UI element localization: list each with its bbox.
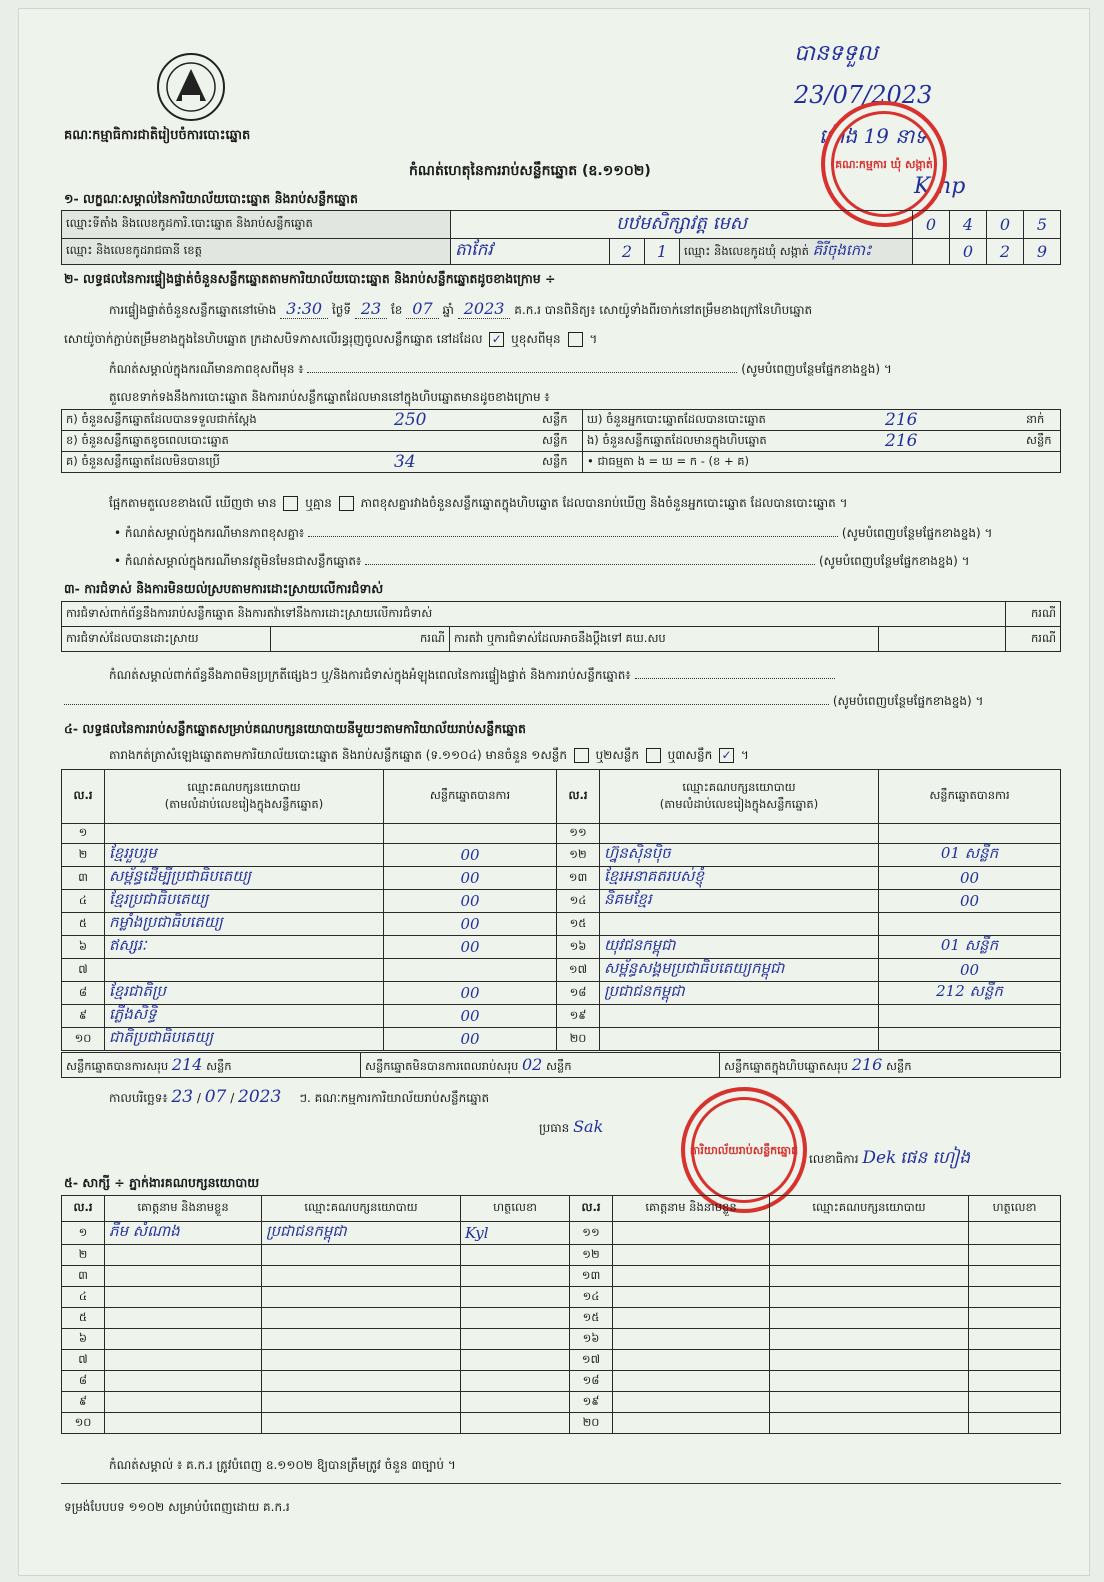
table-row xyxy=(62,959,1061,982)
received-label: បានទទួល xyxy=(794,41,878,66)
received-ballots-value: 250 xyxy=(390,410,538,431)
tally-sheet-line: តារាងកត់ត្រាសំឡេងឆ្នោតតាមការិយាល័យបោះឆ្នោត និងរាប់សន្លឹកឆ្នោត (ទ.១១០៤) មានចំនួន ១សន្លឹក ឬ២សន្លឹក ឬ៣សន្លឹក ✓ ។ xyxy=(109,748,749,762)
witness-party xyxy=(262,1350,461,1371)
witness-signature xyxy=(461,1350,570,1371)
witness-signature xyxy=(969,1392,1061,1413)
table-row xyxy=(62,1392,1061,1413)
table-row xyxy=(62,1222,1061,1245)
changed-checkbox[interactable] xyxy=(568,332,583,347)
party-number: ១៦ xyxy=(557,936,600,959)
witness-number: ៩ xyxy=(62,1392,105,1413)
org-name: គណៈកម្មាធិការជាតិរៀបចំការបោះឆ្នោត xyxy=(64,128,251,143)
unchanged-checkbox[interactable]: ✓ xyxy=(489,332,504,347)
footer-divider xyxy=(61,1483,1061,1484)
party-votes: 00 xyxy=(879,959,1061,982)
party-number: ៦ xyxy=(62,936,105,959)
witness-signature xyxy=(969,1308,1061,1329)
province-label: ឈ្មោះ និងលេខកូដរាជធានី ខេត្ត xyxy=(62,239,451,265)
witness-party xyxy=(770,1329,969,1350)
witness-name xyxy=(105,1329,262,1350)
table-row xyxy=(62,982,1061,1005)
table-row xyxy=(62,1329,1061,1350)
party-number: ៧ xyxy=(62,959,105,982)
witness-number: ៥ xyxy=(62,1308,105,1329)
witness-signature xyxy=(461,1371,570,1392)
party-name: ខ្មែរអនាគតរបស់ខ្ញុំ xyxy=(600,867,879,890)
party-number: ៣ xyxy=(62,867,105,890)
witness-number: ១៦ xyxy=(570,1329,613,1350)
commune-value: គិរីចុងកោះ xyxy=(812,240,872,259)
witness-signature xyxy=(969,1371,1061,1392)
party-votes xyxy=(879,913,1061,936)
party-votes xyxy=(879,1028,1061,1051)
verify-year: 2023 xyxy=(458,299,511,319)
objection-note: កំណត់សម្គាល់ពាក់ព័ន្ធនឹងភាពមិនប្រក្រតីផ្សេងៗ ឬ/និងការជំទាស់ក្នុងអំឡុងពេលនៃការផ្ទៀងផ្ទាត់ និងការរាប់សន្លឹកឆ្នោត៖ xyxy=(109,667,1059,685)
party-name: និគមខ្មែរ xyxy=(600,890,879,913)
party-number: ៩ xyxy=(62,1005,105,1028)
stamp-top-text: គណៈកម្មការ ឃុំ សង្កាត់ xyxy=(835,157,933,171)
witness-name xyxy=(105,1413,262,1434)
formula: • ជាធម្មតា ង = ឃ = ក - (ខ + គ) xyxy=(583,452,1061,473)
three-sheets-checkbox[interactable]: ✓ xyxy=(719,748,734,763)
nec-emblem-icon xyxy=(154,51,228,123)
witness-signature xyxy=(461,1287,570,1308)
witness-party: ប្រជាជនកម្ពុជា xyxy=(262,1222,461,1245)
table-row xyxy=(62,1005,1061,1028)
party-number: ៨ xyxy=(62,982,105,1005)
commune-code-1: 0 xyxy=(950,239,987,265)
table-row xyxy=(62,890,1061,913)
received-signature: Kmp xyxy=(914,174,966,199)
witness-number: ១ xyxy=(62,1222,105,1245)
voters-value: 216 xyxy=(881,410,1022,431)
footnote: កំណត់សម្គាល់ ៖ គ.ក.រ ត្រូវបំពេញ ឧ.១១០២ ឱ្យបានត្រឹមត្រូវ ចំនួន ៣ច្បាប់ ។ xyxy=(109,1458,456,1472)
station-code-3: 0 xyxy=(987,211,1024,239)
table-row xyxy=(62,1287,1061,1308)
witness-number: ១៤ xyxy=(570,1287,613,1308)
province-code-1: 2 xyxy=(610,239,645,265)
party-votes: 00 xyxy=(384,1028,557,1051)
witness-party xyxy=(770,1266,969,1287)
witness-party xyxy=(262,1308,461,1329)
table-row xyxy=(62,1245,1061,1266)
summary-table xyxy=(61,409,1061,473)
party-name xyxy=(600,824,879,844)
witness-number: ៤ xyxy=(62,1287,105,1308)
table-row xyxy=(62,1028,1061,1051)
form-footer: ទម្រង់បែបបទ ១១០២ សម្រាប់បំពេញដោយ គ.ក.រ xyxy=(64,1500,290,1514)
party-name: ជាតិប្រជាធិបតេយ្យ xyxy=(105,1028,384,1051)
party-number: ១០ xyxy=(62,1028,105,1051)
witness-name: ភឹម សំណាង xyxy=(105,1222,262,1245)
witness-table: ល.រ គោត្តនាម និងនាមខ្លួន ឈ្មោះគណបក្សនយោបាយ ហត្ថលេខា ល.រ គោត្តនាម និងនាមខ្លួន ឈ្មោះគណបក្សនយោបាយ ហត្ថលេខា ១ ភឹម សំណាង ប្រជាជនកម្ពុជា Kyl ១១ ២ ១២ ៣ ១៣ ៤ ១៤ ៥ ១៥ ៦ ១៦ ៧ ១៧ ៨ ១៨ ៩ ១៩ ១០ ២០ xyxy=(61,1195,1061,1434)
signing-date-line: កាលបរិច្ឆេទ៖ 23 / 07 / 2023 ៗ. គណៈកម្មការការិយាល័យរាប់សន្លឹកឆ្នោត xyxy=(109,1087,490,1107)
party-number: ១៧ xyxy=(557,959,600,982)
station-code-2: 4 xyxy=(950,211,987,239)
witness-signature xyxy=(969,1350,1061,1371)
witness-number: ១៧ xyxy=(570,1350,613,1371)
party-name: ហ្វ៊ុនស៊ិនប៉ិច xyxy=(600,844,879,867)
table-row xyxy=(62,824,1061,844)
witness-party xyxy=(770,1392,969,1413)
totals-table: សន្លឹកឆ្នោតបានការសរុប 214 សន្លឹក សន្លឹកឆ្នោតមិនបានការពេលរាប់សរុប 02 សន្លឹក សន្លឹកឆ្នោតក្នុងហិបឆ្នោតសរុប 216 សន្លឹក xyxy=(61,1052,1061,1078)
total-box-value: 216 xyxy=(851,1054,883,1074)
party-votes: 00 xyxy=(384,844,557,867)
party-name: ខ្មែររួបរួម xyxy=(105,844,384,867)
witness-number: ១៣ xyxy=(570,1266,613,1287)
one-sheet-checkbox[interactable] xyxy=(574,748,589,763)
objections-table: ការជំទាស់ពាក់ព័ន្ធនឹងការរាប់សន្លឹកឆ្នោត និងការតវ៉ាទៅនឹងការដោះស្រាយលើការជំទាស់ ករណី ការជំទាស់ដែលបានដោះស្រាយ ករណី ការតវ៉ា ឬការជំទាស់ដែលអាចនឹងប្តឹងទៅ គឃ.សប ករណី xyxy=(61,601,1061,652)
witness-party xyxy=(770,1413,969,1434)
witness-party xyxy=(262,1266,461,1287)
party-name: ខ្មែរជាតិប្រ xyxy=(105,982,384,1005)
witness-number: ១៩ xyxy=(570,1392,613,1413)
section1-table xyxy=(61,210,1061,265)
commune-code-3: 9 xyxy=(1024,239,1061,265)
table-row xyxy=(62,1350,1061,1371)
summary-row: ក) ចំនួនសន្លឹកឆ្នោតដែលបានទទួលជាក់ស្តែង 250 សន្លឹក ឃ) ចំនួនអ្នកបោះឆ្នោតដែលបានបោះឆ្នោត 216 នាក់ xyxy=(62,410,1061,431)
party-votes xyxy=(879,1005,1061,1028)
two-sheets-checkbox[interactable] xyxy=(646,748,661,763)
table-row xyxy=(62,867,1061,890)
witness-party xyxy=(770,1350,969,1371)
table-row xyxy=(62,1371,1061,1392)
witness-party xyxy=(262,1329,461,1350)
witness-name xyxy=(105,1287,262,1308)
signing-year: 2023 xyxy=(238,1087,282,1107)
party-number: ១៩ xyxy=(557,1005,600,1028)
bullet-difference: • កំណត់សម្គាល់ក្នុងករណីមានភាពខុសគ្នា៖ (សូមបំពេញបន្ថែមផ្នែកខាងខ្នង) ។ xyxy=(114,526,993,540)
chair-line: ប្រធាន Sak xyxy=(539,1117,604,1136)
station-label: ឈ្មោះទីតាំង និងលេខកូដការិ.បោះឆ្នោត និងរាប់សន្លឹកឆ្នោត xyxy=(62,211,451,239)
total-invalid-value: 02 xyxy=(521,1054,543,1074)
province-value: តាកែវ xyxy=(451,239,610,265)
party-votes: 212 សន្លឹក xyxy=(879,982,1061,1005)
witness-signature xyxy=(461,1245,570,1266)
verify-line1: ការផ្ទៀងផ្ទាត់ចំនួនសន្លឹកឆ្នោតនៅម៉ោង 3:30 ថ្ងៃទី 23 ខែ 07 ឆ្នាំ 2023 គ.ក.រ បានពិនិត្យ៖ សោយ៉ូទាំងពីរចាក់នៅតម្រឹមខាងក្រៅនៃហិបឆ្នោត xyxy=(109,299,813,318)
received-date: 23/07/2023 xyxy=(794,81,933,109)
stamp-bottom-text: ការិយាល័យរាប់សន្លឹកឆ្នោត xyxy=(689,1143,799,1157)
party-name xyxy=(105,959,384,982)
witness-name xyxy=(105,1266,262,1287)
station-code-1: 0 xyxy=(913,211,950,239)
witness-signature xyxy=(461,1392,570,1413)
party-number: ១២ xyxy=(557,844,600,867)
party-name xyxy=(105,824,384,844)
witness-party xyxy=(262,1371,461,1392)
objection-note-line2: (សូមបំពេញបន្ថែមផ្នែកខាងខ្នង) ។ xyxy=(64,693,1059,711)
witness-name xyxy=(105,1371,262,1392)
witness-number: ១០ xyxy=(62,1413,105,1434)
witness-party xyxy=(770,1287,969,1308)
witness-number: ៧ xyxy=(62,1350,105,1371)
party-number: ១៨ xyxy=(557,982,600,1005)
party-name: ប្រជាជនកម្ពុជា xyxy=(600,982,879,1005)
spoiled-ballots-value xyxy=(390,431,538,452)
witness-name xyxy=(613,1245,770,1266)
summary-intro: តួលេខទាក់ទងនឹងការបោះឆ្នោត និងការរាប់សន្លឹកឆ្នោតដែលមាននៅក្នុងហិបឆ្នោតមានដូចខាងក្រោម ៖ xyxy=(109,390,550,404)
witness-number: ២០ xyxy=(570,1413,613,1434)
party-name xyxy=(600,1028,879,1051)
form-title: កំណត់ហេតុនៃការរាប់សន្លឹកឆ្នោត (ឧ.១១០២) xyxy=(409,163,651,179)
witness-signature xyxy=(461,1266,570,1287)
party-number: ១៥ xyxy=(557,913,600,936)
witness-name xyxy=(613,1222,770,1245)
section3-heading: ៣- ការជំទាស់ និងការមិនយល់ស្របតាមការដោះស្រាយលើការជំទាស់ xyxy=(64,581,384,596)
signing-month: 07 xyxy=(204,1087,227,1107)
summary-row: គ) ចំនួនសន្លឹកឆ្នោតដែលមិនបានប្រើ 34 សន្លឹក • ជាធម្មតា ង = ឃ = ក - (ខ + គ) xyxy=(62,452,1061,473)
party-number: ២ xyxy=(62,844,105,867)
witness-party xyxy=(770,1245,969,1266)
witness-party xyxy=(770,1371,969,1392)
witness-name xyxy=(613,1371,770,1392)
party-votes: 00 xyxy=(879,890,1061,913)
section2-heading: ២- លទ្ធផលនៃការផ្ទៀងផ្ទាត់ចំនួនសន្លឹកឆ្នោតតាមការិយាល័យបោះឆ្នោត និងរាប់សន្លឹកឆ្នោតដូចខាងក្រោម ÷ xyxy=(64,271,556,286)
witness-name xyxy=(613,1329,770,1350)
summary-row: ខ) ចំនួនសន្លឹកឆ្នោតខូចពេលបោះឆ្នោត សន្លឹក ង) ចំនួនសន្លឹកឆ្នោតដែលមានក្នុងហិបឆ្នោត 216 សន្លឹក xyxy=(62,431,1061,452)
witness-party xyxy=(770,1308,969,1329)
witness-body xyxy=(62,1222,1061,1434)
witness-number: ១៨ xyxy=(570,1371,613,1392)
witness-number: ៦ xyxy=(62,1329,105,1350)
province-code-2: 1 xyxy=(645,239,680,265)
table-row xyxy=(62,1413,1061,1434)
total-valid-value: 214 xyxy=(171,1054,203,1074)
verify-time: 3:30 xyxy=(280,299,328,319)
witness-number: ២ xyxy=(62,1245,105,1266)
party-votes: 01 សន្លឹក xyxy=(879,936,1061,959)
witness-name xyxy=(613,1308,770,1329)
results-body xyxy=(62,824,1061,1051)
party-name: សម្ព័ន្ធសង្គមប្រជាធិបតេយ្យកម្ពុជា xyxy=(600,959,879,982)
signing-day: 23 xyxy=(171,1087,194,1107)
party-number: ៤ xyxy=(62,890,105,913)
party-name: សម្ព័ន្ធដើម្បីប្រជាធិបតេយ្យ xyxy=(105,867,384,890)
table-row xyxy=(62,936,1061,959)
party-name: ភ្លើងសិទ្ធិ xyxy=(105,1005,384,1028)
form-sheet xyxy=(18,8,1090,1576)
party-number: ១១ xyxy=(557,824,600,844)
table-row xyxy=(62,1266,1061,1287)
witness-party xyxy=(770,1222,969,1245)
station-value: បឋមសិក្សាវត្ត មេស xyxy=(451,211,913,239)
party-votes: 00 xyxy=(384,867,557,890)
witness-signature xyxy=(461,1413,570,1434)
commune-label: ឈ្មោះ និងលេខកូដឃុំ សង្កាត់ xyxy=(684,243,809,258)
party-number: ២០ xyxy=(557,1028,600,1051)
party-votes: 00 xyxy=(879,867,1061,890)
witness-party xyxy=(262,1245,461,1266)
witness-party xyxy=(262,1413,461,1434)
party-votes xyxy=(384,824,557,844)
witness-signature xyxy=(969,1329,1061,1350)
chair-signature: Sak xyxy=(573,1117,604,1136)
witness-signature xyxy=(969,1413,1061,1434)
verify-line2: សោយ៉ូចាក់ភ្ជាប់តម្រឹមខាងក្នុងនៃហិបឆ្នោត ក្រដាសបិទភាសលើរន្ធរុញចូលសន្លឹកឆ្នោត នៅដដែល ✓ ឬខុសពីមុន ។ xyxy=(64,332,598,346)
party-votes: 00 xyxy=(384,982,557,1005)
witness-number: ៨ xyxy=(62,1371,105,1392)
results-table: ល.រ ឈ្មោះគណបក្សនយោបាយ (តាមលំដាប់លេខរៀងក្នុងសន្លឹកឆ្នោត) សន្លឹកឆ្នោតបានការ ល.រ ឈ្មោះគណបក្សនយោបាយ (តាមលំដាប់លេខរៀងក្នុងសន្លឹកឆ្នោត) សន្លឹកឆ្នោតបានការ ១ ១១ ២ ខ្មែររួបរួម 00 ១២ ហ្វ៊ុនស៊ិនប៉ិច 01 សន្លឹក ៣ សម្ព័ន្ធដើម្បីប្រជាធិបតេយ្យ 00 ១៣ ខ្មែរអនាគតរបស់ខ្ញុំ 00 ៤ ខ្មែរប្រជាធិបតេយ្យ 00 ១៤ និគមខ្មែរ 00 ៥ កម្លាំងប្រជាធិបតេយ្យ 00 ១៥ ៦ ឥស្សរៈ 00 ១៦ យុវជនកម្ពុជា 01 សន្លឹក ៧ ១៧ សម្ព័ន្ធសង្គមប្រជាធិបតេយ្យកម្ពុជា 00 ៨ ខ្មែរជាតិប្រ 00 ១៨ ប្រជាជនកម្ពុជា 212 សន្លឹក ៩ ភ្លើងសិទ្ធិ 00 ១៩ ១០ ជាតិប្រជាធិបតេយ្យ 00 ២០ xyxy=(61,769,1061,1051)
witness-signature xyxy=(969,1287,1061,1308)
commune-code-2: 2 xyxy=(987,239,1024,265)
witness-number: ១២ xyxy=(570,1245,613,1266)
witness-signature xyxy=(969,1245,1061,1266)
party-votes: 00 xyxy=(384,936,557,959)
party-name: យុវជនកម្ពុជា xyxy=(600,936,879,959)
witness-party xyxy=(262,1287,461,1308)
witness-name xyxy=(613,1413,770,1434)
ballots-in-box-value: 216 xyxy=(881,431,1022,452)
party-votes: 00 xyxy=(384,1005,557,1028)
table-row xyxy=(62,1308,1061,1329)
no-discrepancy-checkbox[interactable] xyxy=(339,496,354,511)
party-votes: 00 xyxy=(384,890,557,913)
witness-signature: Kyl xyxy=(461,1222,570,1245)
witness-name xyxy=(613,1287,770,1308)
witness-name xyxy=(105,1350,262,1371)
difference-note-line: កំណត់សម្គាល់ក្នុងករណីមានភាពខុសពីមុន ៖ (សូមបំពេញបន្ថែមផ្នែកខាងខ្នង) ។ xyxy=(109,362,892,376)
section5-heading: ៥- សាក្សី ÷ ភ្នាក់ងារគណបក្សនយោបាយ xyxy=(64,1175,260,1190)
party-name xyxy=(600,913,879,936)
table-row xyxy=(62,844,1061,867)
party-name: ឥស្សរៈ xyxy=(105,936,384,959)
party-name: កម្លាំងប្រជាធិបតេយ្យ xyxy=(105,913,384,936)
verify-day: 23 xyxy=(355,299,387,319)
witness-number: ១១ xyxy=(570,1222,613,1245)
secretary-line: លេខាធិការ Dek ផេន ហៀង xyxy=(809,1148,970,1168)
party-number: ១៤ xyxy=(557,890,600,913)
secretary-name: ផេន ហៀង xyxy=(900,1148,970,1168)
section1-heading: ១- លក្ខណៈសម្គាល់នៃការិយាល័យបោះឆ្នោត និងរាប់សន្លឹកឆ្នោត xyxy=(64,191,358,206)
witness-name xyxy=(613,1266,770,1287)
party-votes xyxy=(384,959,557,982)
has-discrepancy-checkbox[interactable] xyxy=(283,496,298,511)
party-number: ៥ xyxy=(62,913,105,936)
received-time: ម៉ោង 19 នាទី xyxy=(819,124,927,148)
witness-signature xyxy=(461,1308,570,1329)
witness-signature xyxy=(461,1329,570,1350)
witness-name xyxy=(613,1350,770,1371)
station-code-4: 5 xyxy=(1024,211,1061,239)
witness-name xyxy=(105,1245,262,1266)
witness-signature xyxy=(969,1266,1061,1287)
witness-name xyxy=(613,1392,770,1413)
witness-number: ១៥ xyxy=(570,1308,613,1329)
party-votes xyxy=(879,824,1061,844)
official-stamp-top xyxy=(821,101,947,227)
witness-signature xyxy=(969,1222,1061,1245)
witness-party xyxy=(262,1392,461,1413)
table-row xyxy=(62,913,1061,936)
witness-number: ៣ xyxy=(62,1266,105,1287)
party-name xyxy=(600,1005,879,1028)
party-number: ១ xyxy=(62,824,105,844)
discrepancy-line: ផ្អែកតាមតួលេខខាងលើ ឃើញថា មាន ឬគ្មាន ភាពខុសគ្នារវាងចំនួនសន្លឹកឆ្នោតក្នុងហិបឆ្នោត ដែលបានរាប់ឃើញ និងចំនួនអ្នកបោះឆ្នោត ដែលបានបោះឆ្នោត ។ xyxy=(109,496,848,510)
bullet-foreign-objects: • កំណត់សម្គាល់ក្នុងករណីមានវត្ថុមិនមែនជាសន្លឹកឆ្នោត៖ (សូមបំពេញបន្ថែមផ្នែកខាងខ្នង) ។ xyxy=(114,554,970,568)
secretary-signature: Dek xyxy=(862,1148,897,1168)
party-votes: 01 សន្លឹក xyxy=(879,844,1061,867)
party-votes: 00 xyxy=(384,913,557,936)
witness-name xyxy=(105,1392,262,1413)
party-name: ខ្មែរប្រជាធិបតេយ្យ xyxy=(105,890,384,913)
section4-heading: ៤- លទ្ធផលនៃការរាប់សន្លឹកឆ្នោតសម្រាប់គណបក្សនយោបាយនីមួយៗតាមការិយាល័យរាប់សន្លឹកឆ្នោត xyxy=(64,721,526,736)
witness-name xyxy=(105,1308,262,1329)
unused-ballots-value: 34 xyxy=(390,452,538,473)
verify-month: 07 xyxy=(406,299,438,319)
party-number: ១៣ xyxy=(557,867,600,890)
